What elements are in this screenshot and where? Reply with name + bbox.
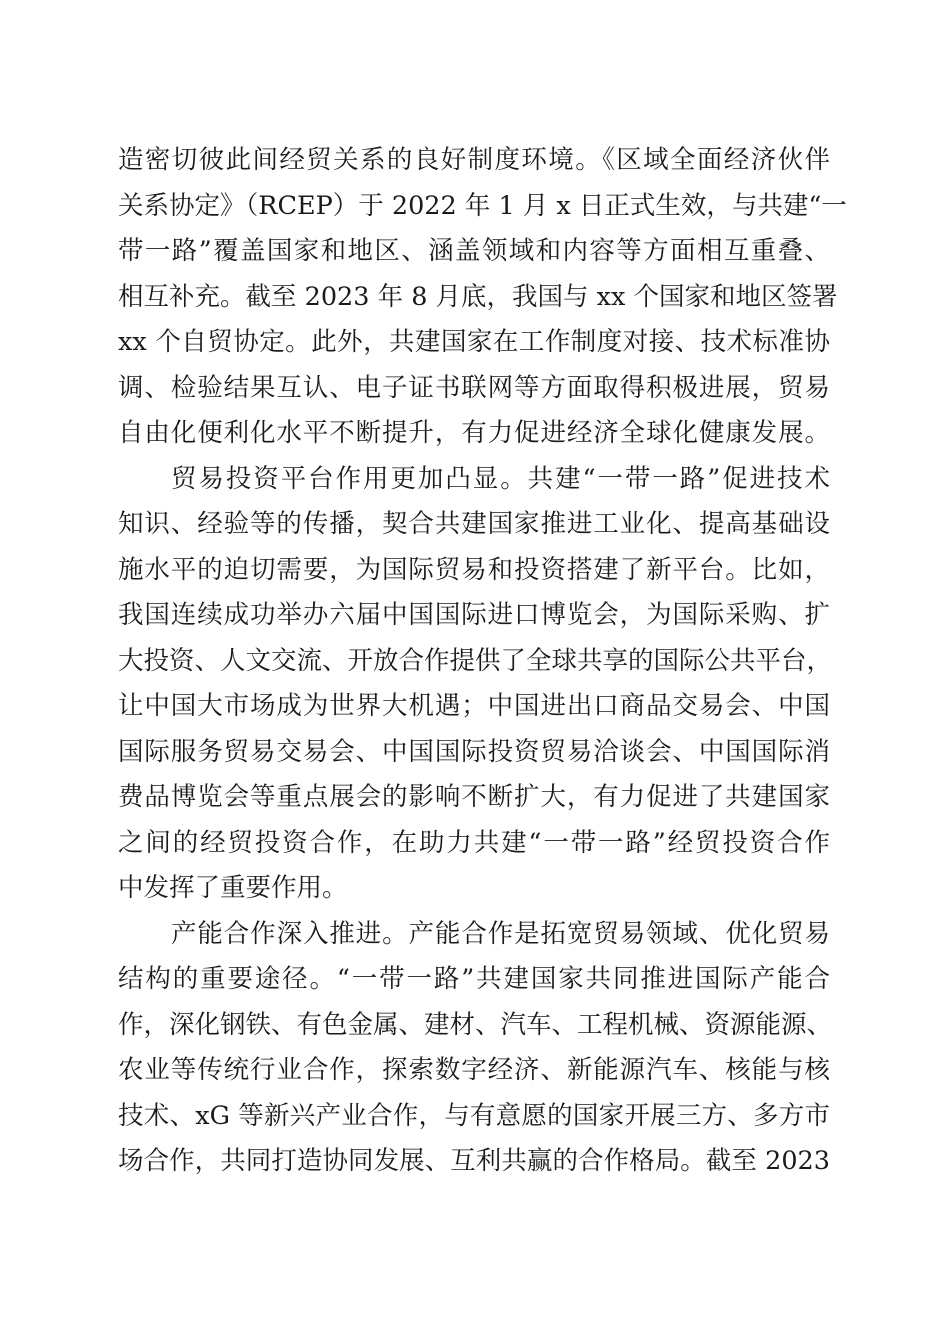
paragraph-last-line: 中发挥了重要作用。 [118,873,348,903]
text-line: 技术、xG 等新兴产业合作，与有意愿的国家开展三方、多方市 [118,1100,830,1131]
text-line: 大投资、人文交流、开放合作提供了全球共享的国际公共平台， [118,645,833,676]
text-line: 国际服务贸易交易会、中国国际投资贸易洽谈会、中国国际消 [118,736,830,767]
text-line: 相互补充。截至 2023 年 8 月底，我国与 xx 个国家和地区签署 [118,281,838,312]
text-line: 自由化便利化水平不断提升，有力促进经济全球化健康发展。 [118,418,830,448]
text-line: 结构的重要途径。“一带一路”共建国家共同推进国际产能合 [118,964,830,994]
paragraph-first-line: 产能合作深入推进。产能合作是拓宽贸易领域、优化贸易 [171,918,830,949]
paragraph-first-line: 贸易投资平台作用更加凸显。共建“一带一路”促进技术 [171,463,830,494]
text-line: 施水平的迫切需要，为国际贸易和投资搭建了新平台。比如， [118,554,830,585]
text-line: 知识、经验等的传播，契合共建国家推进工业化、提高基础设 [118,509,830,539]
text-line: 我国连续成功举办六届中国国际进口博览会，为国际采购、扩 [118,600,830,630]
text-line: 之间的经贸投资合作，在助力共建“一带一路”经贸投资合作 [118,827,830,858]
text-line: 让中国大市场成为世界大机遇；中国进出口商品交易会、中国 [118,691,830,721]
body-text [118,138,847,1185]
text-line: xx 个自贸协定。此外，共建国家在工作制度对接、技术标准协 [118,327,830,357]
text-line: 造密切彼此间经贸关系的良好制度环境。《区域全面经济伙伴 [118,145,830,175]
text-line: 关系协定》（RCEP）于 2022 年 1 月 x 日正式生效，与共建“一 [118,190,847,221]
text-line: 带一路”覆盖国家和地区、涵盖领域和内容等方面相互重叠、 [118,236,830,266]
text-line: 农业等传统行业合作，探索数字经济、新能源汽车、核能与核 [118,1055,830,1085]
text-line: 作，深化钢铁、有色金属、建材、汽车、工程机械、资源能源、 [118,1009,833,1040]
text-line: 场合作，共同打造协同发展、互利共赢的合作格局。截至 2023 [118,1146,830,1176]
text-line: 费品博览会等重点展会的影响不断扩大，有力促进了共建国家 [118,782,830,812]
text-line: 调、检验结果互认、电子证书联网等方面取得积极进展，贸易 [118,372,830,403]
